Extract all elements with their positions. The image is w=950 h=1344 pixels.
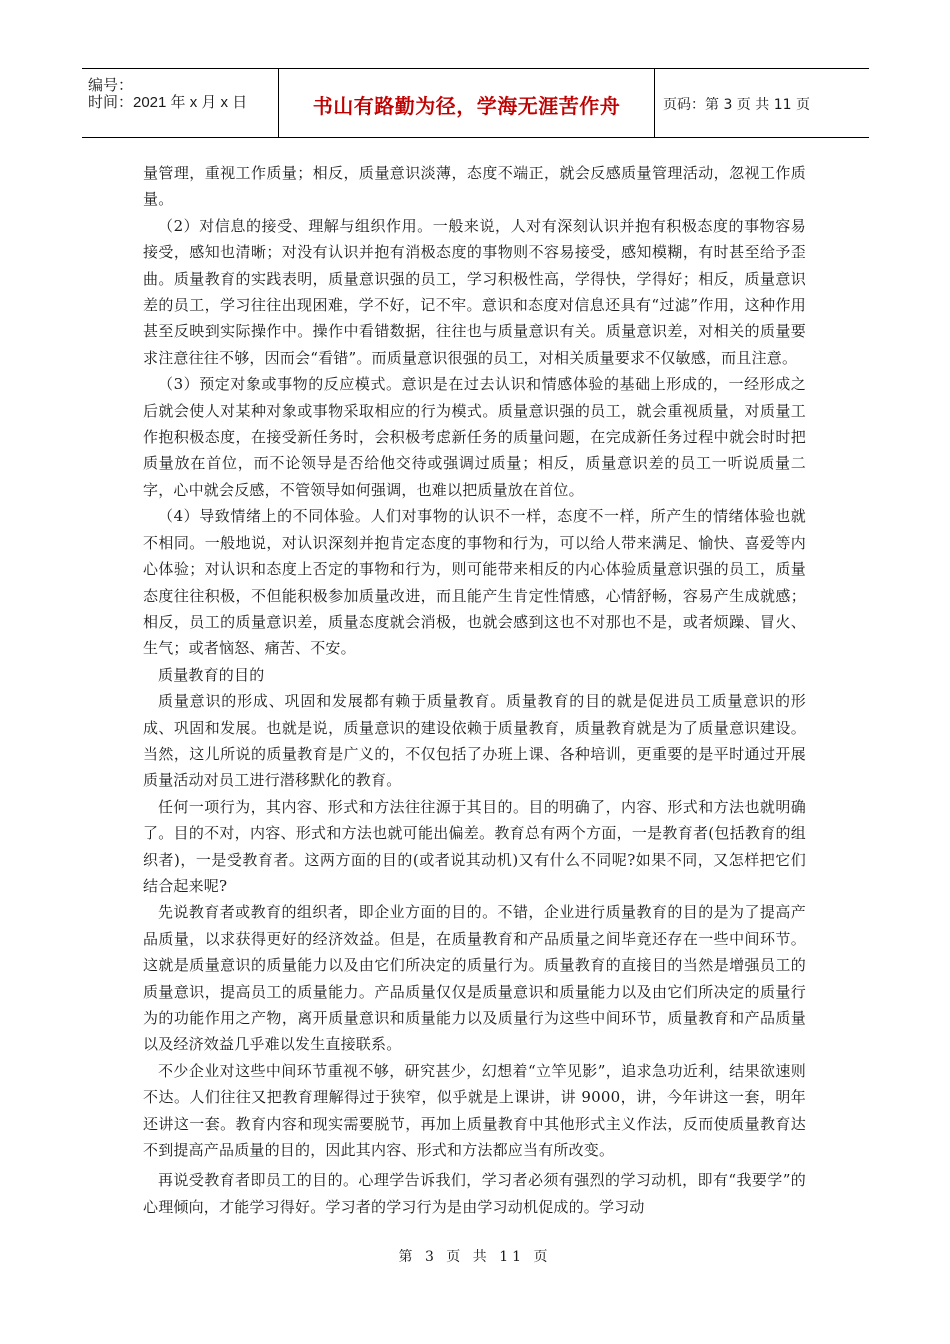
paragraph: 质量意识的形成、巩固和发展都有赖于质量教育。质量教育的目的就是促进员工质量意识的形成、巩固和发展。也就是说，质量意识的建设依赖于质量教育，质量教育就是为了质量意识建设。当然，这儿所说的质量教育是广义的，不仅包括了办班上课、各种培训，更重要的是平时通过开展质量活动对员工进行潜移默化的教育。 bbox=[143, 692, 806, 790]
paragraph: 先说教育者或教育的组织者，即企业方面的目的。不错，企业进行质量教育的目的是为了提高产品质量，以求获得更好的经济效益。但是，在质量教育和产品质量之间毕竟还存在一些中间环节。这就是质量意识的质量能力以及由它们所决定的质量行为。质量教育的直接目的当然是增强员工的质量意识，提高员工的质量能力。产品质量仅仅是质量意识和质量能力以及由它们所决定的质量行为的功能作用之产物，离开质量意识和质量能力以及质量行为这些中间环节，质量教育和产品质量以及经济效益几乎难以发生直接联系。 bbox=[143, 903, 806, 1054]
header-page-number: 页码：第 3 页 共 11 页 bbox=[663, 97, 810, 113]
page-header bbox=[82, 68, 869, 138]
header-motto: 书山有路勤为径，学海无涯苦作舟 bbox=[312, 94, 621, 118]
header-right-cell bbox=[655, 69, 869, 137]
paragraph: 量管理，重视工作质量；相反，质量意识淡薄，态度不端正，就会反感质量管理活动，忽视工作质量。 bbox=[143, 164, 806, 209]
paragraph: （2）对信息的接受、理解与组织作用。一般来说，人对有深刻认识并抱有积极态度的事物容易接受，感知也清晰；对没有认识并抱有消极态度的事物则不容易接受，感知模糊，有时甚至给予歪曲。质量教育的实践表明，质量意识强的员工，学习积极性高，学得快，学得好；相反，质量意识差的员工，学习往往出现困难，学不好，记不牢。意识和态度对信息还具有“过滤”作用，这种作用甚至反映到实际操作中。操作中看错数据，往往也与质量意识有关。质量意识差，对相关的质量要求注意往往不够，因而会“看错”。而质量意识很强的员工，对相关质量要求不仅敏感，而且注意。 bbox=[143, 216, 806, 367]
document-date: 时间：2021 年 x 月 x 日 bbox=[88, 94, 248, 111]
document-body bbox=[143, 160, 806, 1220]
section-heading: 质量教育的目的 bbox=[158, 665, 265, 684]
header-middle-cell bbox=[279, 69, 655, 137]
document-code-label: 编号： bbox=[88, 77, 134, 94]
paragraph: 再说受教育者即员工的目的。心理学告诉我们，学习者必须有强烈的学习动机，即有“我要学”的心理倾向，才能学习得好。学习者的学习行为是由学习动机促成的。学习动 bbox=[143, 1171, 806, 1216]
paragraph: （4）导致情绪上的不同体验。人们对事物的认识不一样，态度不一样，所产生的情绪体验也就不相同。一般地说，对认识深刻并抱肯定态度的事物和行为，可以给人带来满足、愉快、喜爱等内心体验；对认识和态度上否定的事物和行为，则可能带来相反的内心体验质量意识强的员工，质量态度往往积极，不但能积极参加质量改进，而且能产生肯定性情感，心情舒畅，容易产生成就感；相反，员工的质量意识差，质量态度就会消极，也就会感到这也不对那也不是，或者烦躁、冒火、生气；或者恼怒、痛苦、不安。 bbox=[143, 507, 806, 658]
header-left-cell bbox=[82, 69, 279, 137]
paragraph: 任何一项行为，其内容、形式和方法往往源于其目的。目的明确了，内容、形式和方法也就明确了。目的不对，内容、形式和方法也就可能出偏差。教育总有两个方面，一是教育者(包括教育的组织者)，一是受教育者。这两方面的目的(或者说其动机)又有什么不同呢?如果不同，又怎样把它们结合起来呢? bbox=[143, 797, 806, 895]
paragraph: （3）预定对象或事物的反应模式。意识是在过去认识和情感体验的基础上形成的，一经形成之后就会使人对某种对象或事物采取相应的行为模式。质量意识强的员工，就会重视质量，对质量工作抱积极态度，在接受新任务时，会积极考虑新任务的质量问题，在完成新任务过程中就会时时把质量放在首位，而不论领导是否给他交待或强调过质量；相反，质量意识差的员工一听说质量二字，心中就会反感，不管领导如何强调，也难以把质量放在首位。 bbox=[143, 375, 806, 499]
page-footer: 第 3 页 共 11 页 bbox=[398, 1249, 552, 1265]
paragraph: 不少企业对这些中间环节重视不够，研究甚少，幻想着“立竿见影”，追求急功近利，结果欲速则不达。人们往往又把教育理解得过于狭窄，似乎就是上课讲，讲 9000，讲，今年讲这一套，明年还讲这一套。教育内容和现实需要脱节，再加上质量教育中其他形式主义作法，反而使质量教育达不到提高产品质量的目的，因此其内容、形式和方法都应当有所改变。 bbox=[143, 1061, 806, 1160]
